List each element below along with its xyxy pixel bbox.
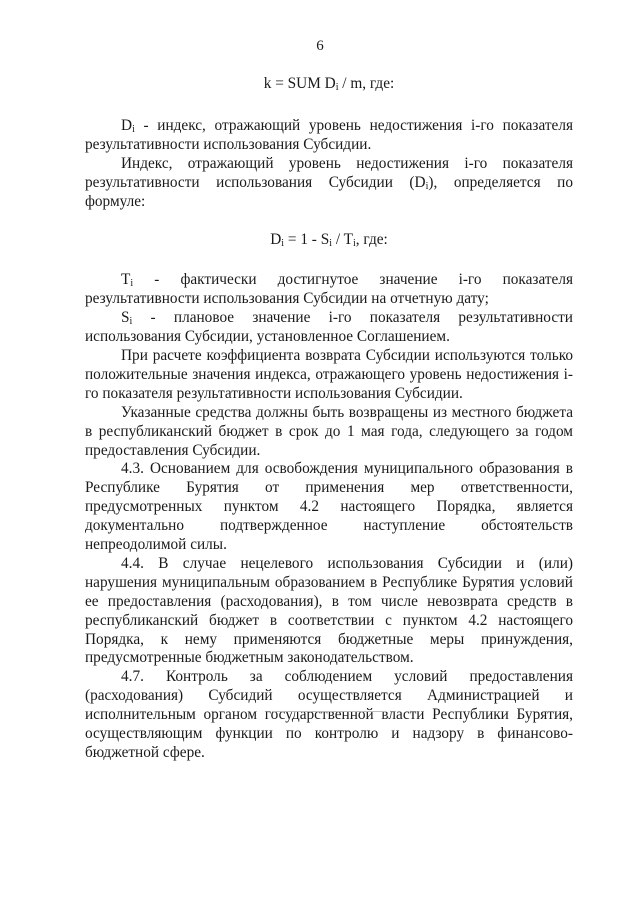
definition-si-symbol: S <box>121 309 130 327</box>
paragraph-4-4: 4.4. В случае нецелевого использования Субсидии и (или) нарушения муниципальным образованием в Республике Бурятия условий ее предоставления (расходования), в том числе невозврата средств в республиканский бюджет в соответствии с пунктом 4.2 настоящего Порядка, к нему применяются бюджетные меры принуждения, предусмотренные бюджетным законодательством. <box>85 554 573 667</box>
definition-index-pre: Индекс, отражающий уровень недостижения i-го показателя результативности использования Субсидии (D <box>85 154 573 191</box>
paragraph-4-7: 4.7. Контроль за соблюдением условий предоставления (расходования) Субсидий осуществляется Администрацией и исполнительным органом государственной власти Республики Бурятия, осуществляющим функции по контролю и надзору в финансово-бюджетной сфере. <box>85 668 573 761</box>
formula-d <box>85 231 573 250</box>
paragraph-4-3: 4.3. Основанием для освобождения муниципального образования в Республике Бурятия от применения мер ответственности, предусмотренных пунктом 4.2 настоящего Порядка, является документально подтвержденное наступление обстоятельств непреодолимой силы. <box>85 460 573 554</box>
definition-ti <box>85 271 573 309</box>
formula-k-pre: k = SUM D <box>263 75 336 92</box>
definition-di-sub: i <box>132 123 135 135</box>
document-body <box>85 68 573 763</box>
definition-di <box>85 117 573 155</box>
definition-ti-sub: i <box>130 278 134 290</box>
paragraph-return-funds: Указанные средства должны быть возвращены из местного бюджета в республиканский бюджет в срок до 1 мая года, следующего за годом предоставления Субсидии. <box>85 403 573 459</box>
definition-di-text: - индекс, отражающий уровень недостижения i-го показателя результативности использования Субсидии. <box>85 116 573 153</box>
paragraph-positive-values: При расчете коэффициента возврата Субсидии используются только положительные значения индекса, отражающего уровень недостижения i-го показателя результативности использования Субсидии. <box>85 346 573 402</box>
definition-si-text: - плановое значение i-го показателя результативности использования Субсидии, установленное Соглашением. <box>85 309 573 346</box>
formula-d-mid1: = 1 - S <box>284 231 330 249</box>
formula-d-sub2: i <box>329 238 333 250</box>
formula-d-pre: D <box>270 231 282 249</box>
formula-k-post: / m, где: <box>338 75 395 92</box>
definition-di-symbol: D <box>121 116 133 134</box>
formula-k <box>85 75 573 94</box>
formula-k-sub: i <box>335 82 339 93</box>
definition-ti-text: - фактически достигнутое значение i-го показателя результативности использования Субсидии на отчетную дату; <box>85 271 573 308</box>
definition-ti-symbol: T <box>121 271 131 289</box>
formula-d-sub3: i <box>353 238 356 250</box>
definition-index-post: ), определяется по формуле: <box>85 173 573 210</box>
definition-si-sub: i <box>129 316 133 328</box>
formula-d-sub1: i <box>281 238 285 250</box>
formula-d-post: , где: <box>355 231 388 249</box>
definition-index-sub: i <box>425 180 429 192</box>
definition-index <box>85 155 573 212</box>
definition-si <box>85 309 573 347</box>
page-number: 6 <box>316 38 324 54</box>
formula-d-mid2: / T <box>332 231 353 249</box>
end-divider <box>272 711 386 712</box>
